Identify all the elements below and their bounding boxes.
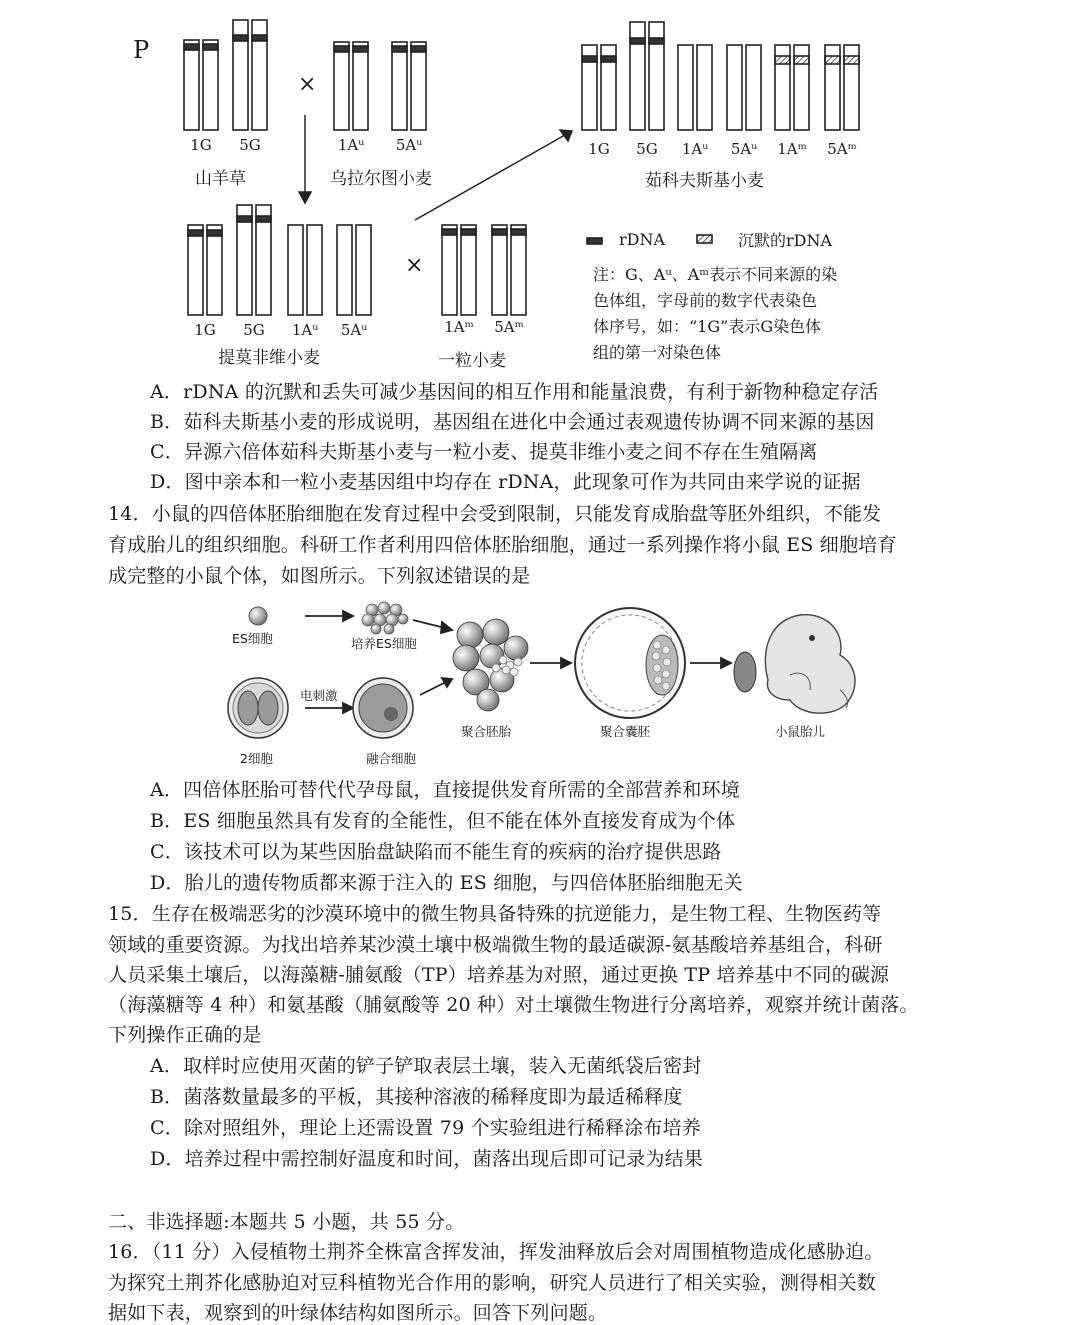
name-parent2: 乌拉尔图小麦 — [330, 169, 432, 189]
name-parent3: 一粒小麦 — [438, 351, 506, 371]
label-o1-5G: 5G — [243, 321, 265, 339]
label-o2-1G: 1G — [588, 140, 610, 158]
q14-option-d: D．胎儿的遗传物质都来源于注入的 ES 细胞，与四倍体胚胎细胞无关 — [150, 872, 743, 894]
q15-option-b: B．菌落数量最多的平板，其接种溶液的稀释度即为最适稀释度 — [150, 1086, 683, 1108]
label-es-cell: ES细胞 — [232, 631, 273, 646]
section-header: 二、非选择题:本题共 5 小题，共 55 分。 — [108, 1211, 465, 1233]
label-blastocyst: 聚合囊胚 — [600, 724, 651, 739]
note-line: 色体组，字母前的数字代表染色 — [593, 291, 818, 310]
legend-silenced-swatch — [697, 235, 712, 243]
fused-cell — [353, 678, 413, 738]
aggregate-blastocyst — [575, 608, 685, 718]
label-1G: 1G — [190, 136, 212, 154]
label-two-cell: 2细胞 — [240, 751, 273, 766]
note-line: 注：G、Aᵘ、Aᵐ表示不同来源的染 — [593, 265, 838, 284]
q14-option-c: C．该技术可以为某些因胎盘缺陷而不能生育的疾病的治疗提供思路 — [150, 841, 722, 863]
p-label: P — [133, 36, 150, 64]
label-5G: 5G — [239, 136, 261, 154]
label-o1-1G: 1G — [194, 321, 216, 339]
q15-option-a: A．取样时应使用灭菌的铲子铲取表层土壤，装入无菌纸袋后密封 — [150, 1055, 702, 1077]
cross-symbol-1: × — [298, 72, 317, 97]
label-o2-1Am: 1Aᵐ — [777, 140, 807, 158]
mouse-fetus — [734, 615, 855, 713]
q13-option-a: A．rDNA 的沉默和丢失可减少基因间的相互作用和能量浪费，有利于新物种稳定存活 — [150, 381, 879, 403]
label-fused-cell: 融合细胞 — [366, 751, 417, 766]
q13-option-b: B．茹科夫斯基小麦的形成说明，基因组在进化中会通过表观遗传协调不同来源的基因 — [150, 411, 875, 433]
chromosome-set-offspring1 — [188, 205, 371, 315]
name-offspring1: 提莫非维小麦 — [218, 348, 320, 368]
chromosome-pair-1G-parent1 — [184, 40, 218, 130]
q14-stem-line: 成完整的小鼠个体，如图所示。下列叙述错误的是 — [108, 565, 531, 587]
label-5Am: 5Aᵐ — [494, 318, 524, 336]
two-cell-embryo — [228, 678, 288, 738]
label-cultured-es: 培养ES细胞 — [351, 636, 417, 651]
chromosome-pair-1Au-parent2 — [334, 42, 368, 130]
q15-stem-line: 下列操作正确的是 — [108, 1024, 262, 1046]
q14-stem-line: 育成胎儿的组织细胞。科研工作者利用四倍体胚胎细胞，通过一系列操作将小鼠 ES 细胞培育 — [108, 534, 897, 556]
q15-stem-line: 15．生存在极端恶劣的沙漠环境中的微生物具备特殊的抗逆能力，是生物工程、生物医药等 — [108, 903, 882, 925]
q13-option-c: C．异源六倍体茹科夫斯基小麦与一粒小麦、提莫非维小麦之间不存在生殖隔离 — [150, 441, 818, 463]
q13-option-d: D．图中亲本和一粒小麦基因组中均存在 rDNA，此现象可作为共同由来学说的证据 — [150, 471, 861, 493]
q14-option-a: A．四倍体胚胎可替代代孕母鼠，直接提供发育所需的全部营养和环境 — [150, 779, 740, 801]
label-5Au: 5Aᵘ — [395, 136, 423, 154]
name-offspring2: 茹科夫斯基小麦 — [645, 171, 764, 191]
q15-option-d: D．培养过程中需控制好温度和时间，菌落出现后即可记录为结果 — [150, 1148, 704, 1170]
label-aggregate-embryo: 聚合胚胎 — [461, 724, 512, 739]
legend-rdna-label: rDNA — [619, 230, 666, 249]
aggregate-embryo — [453, 619, 528, 711]
label-fetus: 小鼠胎儿 — [775, 724, 826, 739]
name-parent1: 山羊草 — [195, 169, 246, 189]
q16-line: 16．（11 分）入侵植物土荆芥全株富含挥发油，挥发油释放后会对周围植物造成化感胁迫。 — [108, 1241, 884, 1263]
q15-option-c: C．除对照组外，理论上还需设置 79 个实验组进行稀释涂布培养 — [150, 1117, 701, 1139]
q16-line: 据如下表，观察到的叶绿体结构如图所示。回答下列问题。 — [108, 1302, 608, 1324]
cultured-es-cluster — [362, 602, 408, 634]
q14-stem-line: 14．小鼠的四倍体胚胎细胞在发育过程中会受到限制，只能发育成胎盘等胚外组织，不能发 — [108, 503, 882, 525]
chromosome-set-offspring2 — [582, 22, 859, 130]
note-line: 体序号，如：“1G”表示G染色体 — [593, 317, 822, 336]
chromosome-diagram — [0, 0, 1070, 380]
label-o2-5G: 5G — [636, 140, 658, 158]
q15-stem-line: 领域的重要资源。为找出培养某沙漠土壤中极端微生物的最适碳源-氨基酸培养基组合，科研 — [108, 934, 883, 956]
chromosome-set-parent3 — [442, 225, 526, 315]
q16-line: 为探究土荆芥化感胁迫对豆科植物光合作用的影响，研究人员进行了相关实验，测得相关数 — [108, 1272, 877, 1294]
legend-silenced-label: 沉默的rDNA — [738, 231, 833, 250]
label-1Am: 1Aᵐ — [444, 318, 474, 336]
note-line: 组的第一对染色体 — [593, 343, 722, 362]
label-electric: 电刺激 — [300, 688, 338, 703]
label-o2-5Au: 5Aᵘ — [730, 140, 758, 158]
chromosome-pair-5Au-parent2 — [392, 42, 426, 130]
label-o2-1Au: 1Aᵘ — [681, 140, 709, 158]
label-o1-5Au: 5Aᵘ — [340, 321, 368, 339]
q15-stem-line: （海藻糖等 4 种）和氨基酸（脯氨酸等 20 种）对土壤微生物进行分离培养，观察并统计菌落。 — [108, 994, 919, 1016]
figure-note — [593, 262, 837, 366]
label-o2-5Am: 5Aᵐ — [827, 140, 857, 158]
label-1Au: 1Aᵘ — [337, 136, 365, 154]
q15-stem-line: 人员采集土壤后，以海藻糖-脯氨酸（TP）培养基为对照，通过更换 TP 培养基中不同的碳源 — [108, 964, 890, 986]
legend-rdna-swatch — [587, 238, 602, 244]
es-cell — [249, 607, 267, 625]
cross-symbol-2: × — [405, 253, 424, 278]
q14-option-b: B．ES 细胞虽然具有发育的全能性，但不能在体外直接发育成为个体 — [150, 810, 736, 832]
chromosome-pair-5G-parent1 — [233, 20, 267, 130]
label-o1-1Au: 1Aᵘ — [291, 321, 319, 339]
